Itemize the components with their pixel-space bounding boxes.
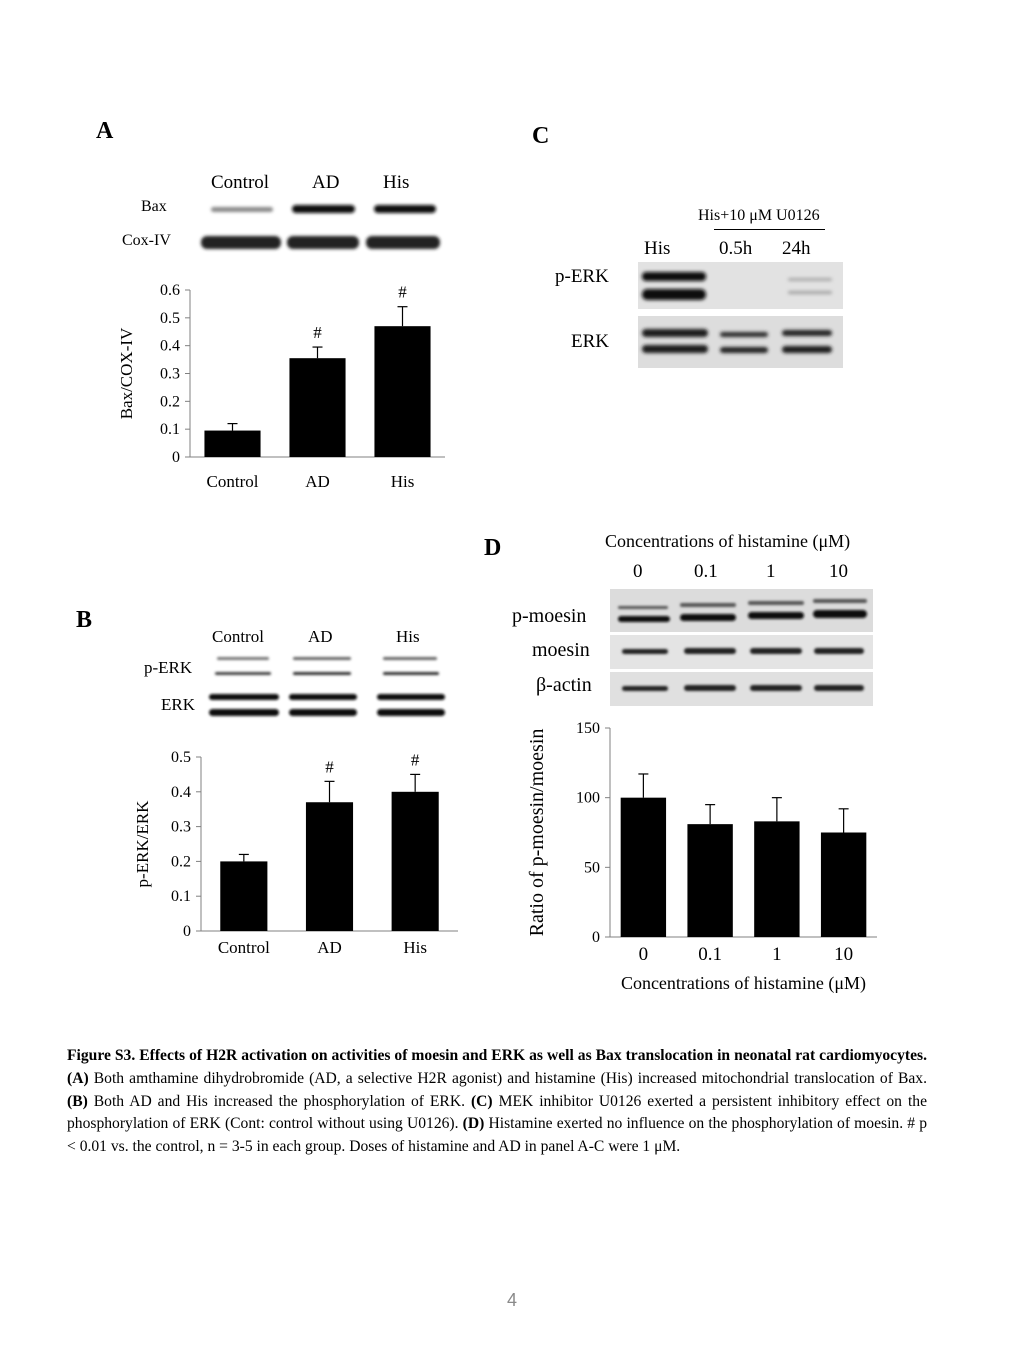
bar-2 [754,821,799,937]
x-category-label: His [390,472,415,491]
y-tick-label: 0 [183,923,191,940]
x-category-label: 0 [638,944,649,965]
caption-b-text: Both AD and His increased the phosphorylation of ERK. [87,1092,471,1110]
panel-d-lane-1: 1 [766,561,776,582]
figure-caption [67,1045,927,1159]
panel-d-row-pmoesin: p-moesin [512,605,587,627]
panel-b-western-blot [205,650,455,725]
caption-c-tag: (C) [470,1092,493,1110]
x-category-label: AD [305,472,330,491]
panel-c-lane-24h: 24h [782,238,811,259]
bar-0 [204,431,260,457]
x-axis-title: Concentrations of histamine (μM) [620,973,867,993]
panel-b-letter: B [76,607,93,633]
y-axis-title: Bax/COX-IV [117,327,136,420]
x-category-label: 10 [834,944,854,965]
panel-d-bar-chart [510,712,900,1002]
panel-a-header-control: Control [211,172,270,193]
panel-d-row-moesin: moesin [532,639,590,661]
y-tick-label: 0.4 [160,337,180,355]
caption-d-tag: (D) [462,1115,485,1133]
y-tick-label: 0.4 [171,783,191,801]
y-tick-label: 150 [576,720,600,737]
panel-c-letter: C [532,123,550,149]
y-tick-label: 0.2 [171,853,191,871]
y-tick-label: 0.5 [160,309,180,327]
x-category-label: Control [206,472,259,491]
caption-c-text: MEK inhibitor U0126 exerted a persistent inhibitory effect on the phosphorylation of ERK (Cont: control without using U0126). [67,1092,927,1133]
significance-mark: # [410,750,420,770]
y-tick-label: 100 [576,789,600,807]
panel-c-group-label: His+10 μM U0126 [698,207,820,224]
x-category-label: Control [217,938,270,957]
panel-b-bar-chart [128,740,473,970]
page-number: 4 [506,1290,517,1310]
y-tick-label: 0.6 [160,282,180,299]
y-tick-label: 0.5 [171,749,191,766]
x-category-label: 0.1 [698,944,722,965]
y-tick-label: 0 [592,929,600,946]
significance-mark: # [398,282,407,302]
y-tick-label: 0.1 [171,888,191,906]
bar-1 [289,358,345,457]
significance-mark: # [313,323,322,343]
panel-c-western-blot [638,262,844,370]
caption-a-tag: (A) [67,1069,89,1087]
caption-a-text: Both amthamine dihydrobromide (AD, a selective H2R agonist) and histamine (His) increased mitochondrial translocation of Bax. [88,1069,927,1087]
panel-d-row-actin: β-actin [536,674,592,696]
bar-2 [374,326,430,457]
panel-a-western-blot [195,196,445,260]
y-tick-label: 0.3 [160,365,180,383]
bar-0 [220,861,267,931]
panel-c-row-erk: ERK [571,331,609,352]
y-tick-label: 50 [584,859,600,877]
y-tick-label: 0 [172,449,180,466]
panel-a-header-his: His [383,172,410,193]
x-category-label: His [403,938,427,957]
panel-a-letter: A [96,118,114,144]
bar-2 [392,792,439,931]
bar-0 [621,798,666,937]
panel-d-lane-0: 0 [633,561,643,582]
y-tick-label: 0.1 [160,421,180,439]
caption-d-text: Histamine exerted no influence on the phosphorylation of moesin. # p < 0.01 vs. the control, n = 3-5 in each group. Doses of histamine and AD in panel A-C were 1 μM. [67,1115,927,1156]
panel-a-row-bax: Bax [141,198,167,215]
panel-d-lane-01: 0.1 [694,561,718,582]
panel-a-row-cox: Cox-IV [122,232,171,249]
panel-c-lane-his: His [644,238,671,259]
caption-title: Figure S3. Effects of H2R activation on activities of moesin and ERK as well as Bax translocation in neonatal rat cardiomyocytes. [67,1047,927,1064]
bar-3 [821,833,866,938]
panel-b-header-ad: AD [308,627,333,646]
y-tick-label: 0.3 [171,818,191,836]
caption-b-tag: (B) [67,1092,88,1110]
x-category-label: 1 [772,944,782,965]
panel-d-lane-10: 10 [829,561,848,582]
x-category-label: AD [317,938,342,957]
panel-d-header-title: Concentrations of histamine (μM) [605,531,851,551]
bar-1 [306,802,353,931]
panel-c-row-perk: p-ERK [555,266,609,287]
y-axis-title: Ratio of p-moesin/moesin [526,728,548,937]
panel-b-header-his: His [396,627,420,646]
significance-mark: # [325,757,334,777]
panel-b-row-erk: ERK [161,695,195,714]
panel-c-group-underline [714,229,825,230]
panel-a-header-ad: AD [312,172,340,193]
y-axis-title: p-ERK/ERK [133,800,152,888]
panel-a-bar-chart [110,275,460,505]
bar-1 [687,824,732,937]
panel-d-letter: D [484,535,502,561]
panel-b-header-control: Control [212,627,264,646]
panel-c-lane-05h: 0.5h [719,238,753,259]
panel-d-western-blot [610,589,875,707]
panel-b-row-perk: p-ERK [144,658,193,677]
y-tick-label: 0.2 [160,393,180,411]
